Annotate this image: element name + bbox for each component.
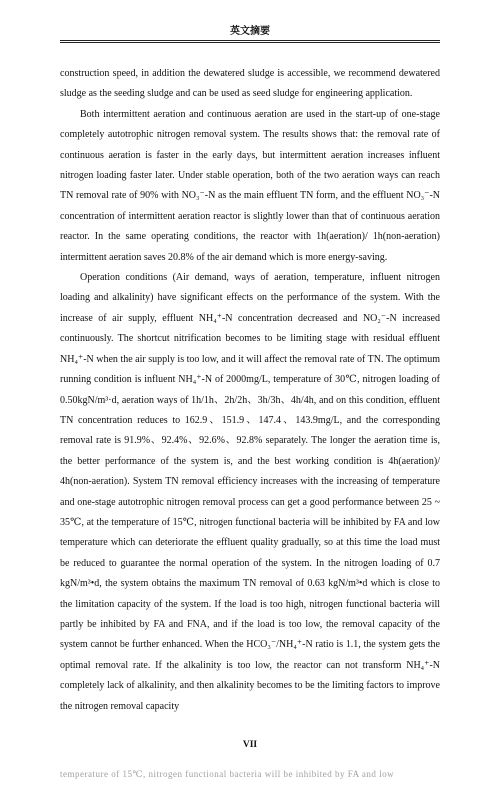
paragraph-operation-conditions: Operation conditions (Air demand, ways of aeration, temperature, influent nitrogen loading and alkalinity) have significant effects on the performance of the system. With the increase of air supply, effluent NH₄⁺-N concentration decreased and NO₂⁻-N increased continuously. The shortcut nitrification becomes to be limiting stage with residual effluent NH₄⁺-N when the air supply is too low, and it will affect the removal rate of TN. The optimum running condition is influent NH₄⁺-N of 2000mg/L, temperature of 30℃, nitrogen loading of 0.50kgN/m³·d, aeration ways of 1h/1h、2h/2h、3h/3h、4h/4h, and on this condition, effluent TN concentration reduces to 162.9、151.9、147.4、143.9mg/L, and the corresponding removal rate is 91.9%、92.4%、92.6%、92.8% separately. The longer the aeration time is, the better performance of the system is, and the best working condition is 4h(aeration)/ 4h(non-aeration). System TN removal efficiency increases with the increasing of temperature and one-stage autotrophic nitrogen removal process can get a good performance between 25 ~ 35℃, at the temperature of 15℃, nitrogen functional bacteria will be inhibited by FA and low temperature which can deteriorate the effluent quality gradually, so at this time the load must be reduced to guarantee the normal operation of the system. In the nitrogen loading of 0.7 kgN/m³•d, the system obtains the maximum TN removal of 0.63 kgN/m³•d which is close to the limitation capacity of the system. If the load is too high, nitrogen functional bacteria will partly be inhibited by FA and FNA, and if the load is too low, the removal capacity of the system cannot be further enhanced. When the HCO₃⁻/NH₄⁺-N ratio is 1.1, the system gets the optimal removal rate. If the alkalinity is too low, the reactor can not transform NH₄⁺-N completely lack of alkalinity, and then alkalinity becomes to be the limiting factors to improve the nitrogen removal capacity (60, 272, 440, 712)
abstract-body (60, 64, 440, 717)
paragraph-aeration-startup: Both intermittent aeration and continuous aeration are used in the start-up of one-stage completely autotrophic nitrogen removal system. The results shows that: the removal rate of continuous aeration is faster in the early days, but intermittent aeration increases influent nitrogen loading faster later. Under stable operation, both of the two aeration ways can reach TN removal rate of 90% with NO₃⁻-N as the main effluent TN form, and the effluent NO₃⁻-N concentration of intermittent aeration reactor is slightly lower than that of continuous aeration reactor. In the same operating conditions, the reactor with 1h(aeration)/ 1h(non-aeration) intermittent aeration saves 20.8% of the air demand which is more energy-saving. (60, 108, 440, 263)
paragraph-continuation: construction speed, in addition the dewatered sludge is accessible, we recommend dewatered sludge as the seeding sludge and can be used as seed sludge for engineering application. (60, 68, 440, 100)
bleed-through-text: temperature of 15℃, nitrogen functional bacteria will be inhibited by FA and low (60, 769, 395, 779)
header-rule (60, 40, 440, 43)
running-header: 英文摘要 (230, 26, 270, 37)
page-number: VII (242, 740, 258, 750)
